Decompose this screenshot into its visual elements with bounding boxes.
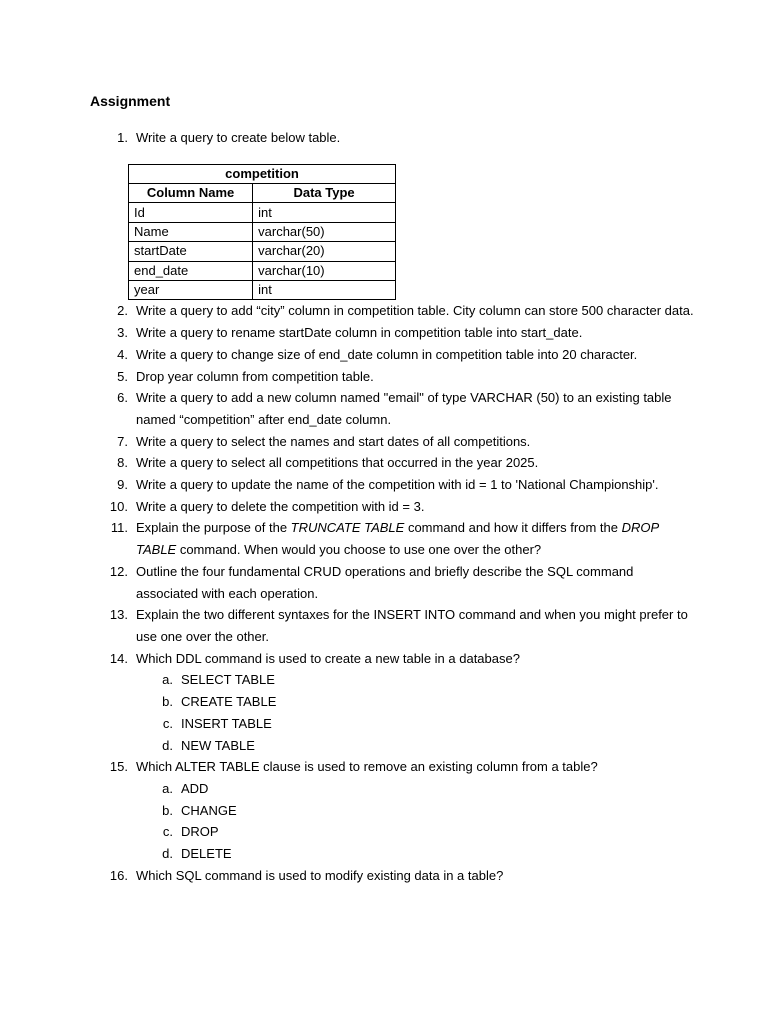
table-row — [129, 242, 396, 261]
option-text: CREATE TABLE — [181, 694, 277, 710]
option-letter: d. — [162, 846, 173, 862]
option-item — [162, 713, 696, 735]
question-3 — [117, 322, 696, 344]
table-cell: varchar(10) — [253, 261, 396, 280]
competition-table — [128, 164, 396, 301]
table-cell: varchar(20) — [253, 242, 396, 261]
option-item — [162, 800, 696, 822]
question-text: Write a query to select the names and start dates of all competitions. — [136, 433, 531, 449]
option-text: CHANGE — [181, 802, 237, 818]
option-letter: a. — [162, 780, 173, 796]
question-text: Write a query to select all competitions that occurred in the year 2025. — [136, 455, 539, 471]
table-row — [129, 222, 396, 241]
question-9 — [117, 474, 696, 496]
question-text: Which SQL command is used to modify existing data in a table? — [136, 867, 504, 883]
column-header: Column Name — [129, 184, 253, 203]
question-number: 9. — [117, 477, 128, 493]
table-cell: startDate — [129, 242, 253, 261]
question-text: Write a query to change size of end_date column in competition table into 20 character. — [136, 346, 638, 362]
option-letter: b. — [162, 694, 173, 710]
question-12 — [109, 561, 696, 604]
option-item — [162, 778, 696, 800]
table-cell: varchar(50) — [253, 222, 396, 241]
question-number: 6. — [117, 390, 128, 406]
competition-table-wrapper — [128, 164, 696, 301]
question-text: Drop year column from competition table. — [136, 368, 374, 384]
question-number: 13. — [109, 607, 128, 623]
question-number: 2. — [117, 303, 128, 319]
table-cell: Name — [129, 222, 253, 241]
question-text: Write a query to add a new column named "email" of type VARCHAR (50) to an existing table named “competition” after end_date column. — [136, 390, 672, 427]
option-text: ADD — [181, 780, 209, 796]
option-item — [162, 669, 696, 691]
table-title: competition — [129, 164, 396, 183]
question-10 — [109, 496, 696, 518]
question-5 — [117, 366, 696, 388]
table-row — [129, 261, 396, 280]
column-header: Data Type — [253, 184, 396, 203]
question-number: 10. — [109, 498, 128, 514]
option-item — [162, 735, 696, 757]
question-15 — [109, 756, 696, 865]
question-text: Outline the four fundamental CRUD operations and briefly describe the SQL command associated with each operation. — [136, 563, 634, 601]
option-letter: a. — [162, 672, 173, 688]
question-4 — [117, 344, 696, 366]
table-cell: int — [253, 281, 396, 300]
command-name-drop: DROP TABLE — [136, 520, 659, 558]
table-cell: year — [129, 281, 253, 300]
table-cell: end_date — [129, 261, 253, 280]
question-number: 7. — [117, 433, 128, 449]
question-number: 11. — [110, 520, 128, 536]
question-text: Explain the two different syntaxes for the INSERT INTO command and when you might prefer to use one over the other. — [136, 607, 688, 644]
option-item — [162, 821, 696, 843]
question-2 — [117, 300, 696, 322]
question-8 — [117, 452, 696, 474]
option-item — [162, 691, 696, 713]
question-text-part: command. When would you choose to use one over the other? — [176, 542, 542, 558]
table-cell: Id — [129, 203, 253, 222]
question-16 — [109, 865, 696, 887]
question-text-part: Explain the purpose of the — [136, 520, 291, 536]
question-13 — [109, 604, 696, 647]
question-number: 12. — [109, 563, 128, 579]
option-text: INSERT TABLE — [181, 715, 272, 731]
question-text-part: command and how it differs from the — [404, 520, 622, 536]
question-6 — [117, 387, 696, 430]
question-text: Write a query to update the name of the competition with id = 1 to 'National Championship'. — [136, 477, 659, 493]
question-text: Write a query to rename startDate column in competition table into start_date. — [136, 325, 583, 341]
question-number: 4. — [117, 346, 128, 362]
command-name-truncate: TRUNCATE TABLE — [290, 520, 405, 536]
question-text: Which ALTER TABLE clause is used to remove an existing column from a table? — [136, 759, 598, 775]
question-number: 5. — [117, 368, 128, 384]
option-list — [136, 669, 696, 756]
option-text: SELECT TABLE — [181, 672, 275, 688]
option-text: DROP — [181, 824, 219, 840]
option-letter: c. — [162, 824, 173, 840]
question-number: 14. — [109, 650, 128, 666]
question-list — [0, 127, 768, 886]
option-text: DELETE — [181, 846, 232, 862]
question-11 — [110, 517, 696, 560]
question-text: Write a query to create below table. — [136, 130, 341, 145]
option-list — [136, 778, 696, 865]
question-text: Which DDL command is used to create a new table in a database? — [136, 650, 520, 666]
page-heading: Assignment — [90, 93, 171, 109]
table-row — [129, 281, 396, 300]
option-letter: c. — [162, 715, 173, 731]
table-row — [129, 203, 396, 222]
question-number: 16. — [109, 867, 128, 883]
question-number: 3. — [117, 325, 128, 341]
question-7 — [117, 431, 696, 453]
question-number: 8. — [117, 455, 128, 471]
option-letter: b. — [162, 802, 173, 818]
question-text: Write a query to delete the competition with id = 3. — [136, 498, 425, 514]
question-number: 15. — [109, 759, 128, 775]
question-number: 1. — [117, 130, 128, 145]
question-text: Write a query to add “city” column in competition table. City column can store 500 character data. — [136, 303, 694, 319]
question-1 — [117, 127, 696, 300]
option-item — [162, 843, 696, 865]
option-letter: d. — [162, 737, 173, 753]
question-14 — [109, 648, 696, 757]
option-text: NEW TABLE — [181, 737, 255, 753]
table-cell: int — [253, 203, 396, 222]
